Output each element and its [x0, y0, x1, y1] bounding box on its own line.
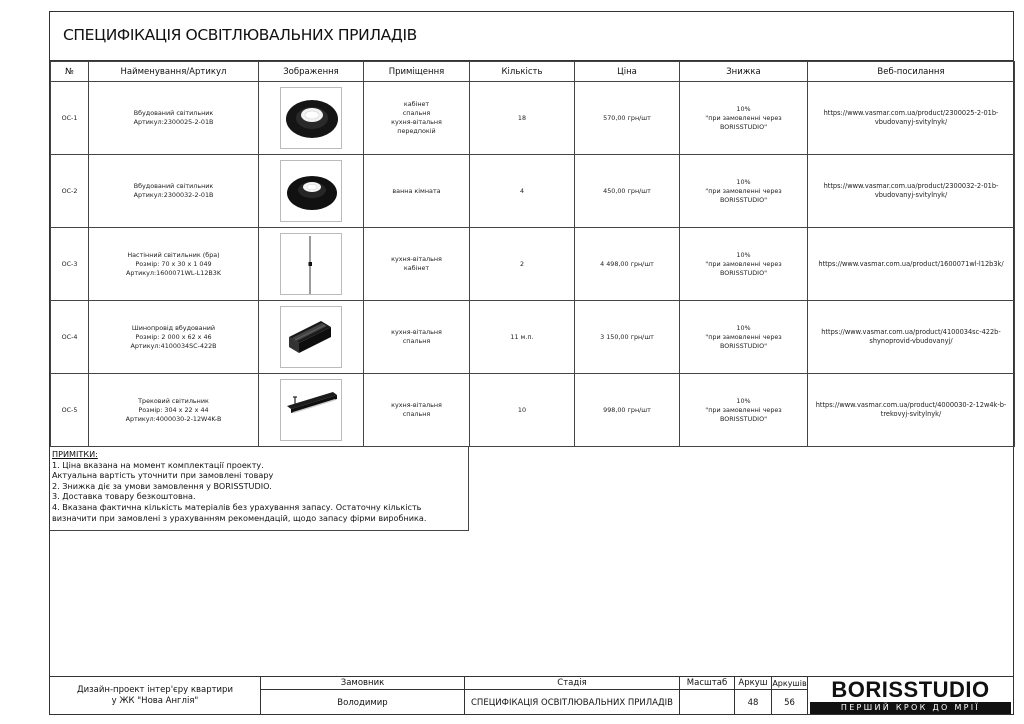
track-rail-icon [280, 306, 342, 368]
page-title: СПЕЦИФІКАЦІЯ ОСВІТЛЮВАЛЬНИХ ПРИЛАДІВ [63, 26, 417, 44]
item-image [259, 374, 364, 447]
note-line: 4. Вказана фактична кількість матеріалів без урахування запасу. Остаточну кількість [52, 501, 422, 512]
item-quantity: 11 м.п. [470, 301, 575, 374]
item-image [259, 228, 364, 301]
item-price: 450,00 грн/шт [575, 155, 680, 228]
notes-box [50, 446, 469, 531]
col-header-name: Найменування/Артикул [89, 62, 259, 82]
col-header-quantity: Кількість [470, 62, 575, 82]
scale-label: Масштаб [679, 677, 734, 689]
item-quantity: 18 [470, 82, 575, 155]
customer-label: Замовник [260, 677, 464, 689]
table-header-row [51, 62, 1015, 82]
title-stamp [50, 676, 1013, 715]
linear-track-light-icon [280, 379, 342, 441]
col-header-discount: Знижка [680, 62, 808, 82]
notes-title: ПРИМІТКИ: [52, 449, 98, 459]
table-row [51, 228, 1015, 301]
item-name: Трековий світильник Розмір: 304 х 22 х 44 Артикул:4000030-2-12W4K-B [89, 374, 259, 447]
item-discount: 10% "при замовленні через BORISSTUDIO" [680, 374, 808, 447]
scale-value [679, 690, 734, 715]
item-code: ОС-1 [51, 82, 89, 155]
borisstudio-logo [807, 677, 1013, 715]
item-discount: 10% "при замовленні через BORISSTUDIO" [680, 82, 808, 155]
spec-sheet [49, 11, 1014, 715]
col-header-number: № [51, 62, 89, 82]
stage-label: Стадія [464, 677, 679, 689]
item-discount: 10% "при замовленні через BORISSTUDIO" [680, 228, 808, 301]
table-row [51, 82, 1015, 155]
item-name: Вбудований світильник Артикул:2300025-2-01B [89, 82, 259, 155]
item-image [259, 82, 364, 155]
item-discount: 10% "при замовленні через BORISSTUDIO" [680, 155, 808, 228]
col-header-web-link: Веб-посилання [808, 62, 1015, 82]
item-web-link[interactable]: https://www.vasmar.com.ua/product/2300032-2-01b- vbudovanyj-svitylnyk/ [808, 155, 1015, 228]
title-block [50, 12, 1013, 61]
col-header-price: Ціна [575, 62, 680, 82]
sheets-total-label: Аркушів [772, 678, 807, 688]
item-room: ванна кімната [364, 155, 470, 228]
item-image [259, 301, 364, 374]
item-room: кабінет спальня кухня-вітальня передпокій [364, 82, 470, 155]
stage-value: СПЕЦИФІКАЦІЯ ОСВІТЛЮВАЛЬНИХ ПРИЛАДІВ [464, 690, 679, 715]
item-room: кухня-вітальня кабінет [364, 228, 470, 301]
project-name [50, 677, 260, 715]
logo-tagline: ПЕРШИЙ КРОК ДО МРІЇ [810, 702, 1011, 714]
item-discount: 10% "при замовленні через BORISSTUDIO" [680, 301, 808, 374]
sheets-total: 56 [771, 690, 807, 715]
note-line: 2. Знижка діє за умови замовлення у BORISSTUDIO. [52, 480, 272, 491]
item-name: Настінний світильник (бра) Розмір: 70 х 30 х 1 049 Артикул:1600071WL-L12B3K [89, 228, 259, 301]
table-row [51, 301, 1015, 374]
table-row [51, 374, 1015, 447]
note-line: 3. Доставка товару безкоштовна. [52, 491, 196, 502]
sheet-label: Аркуш [734, 677, 771, 689]
table-row [51, 155, 1015, 228]
col-header-image: Зображення [259, 62, 364, 82]
item-web-link[interactable]: https://www.vasmar.com.ua/product/4100034sc-422b- shynoprovid-vbudovanyj/ [808, 301, 1015, 374]
lighting-spec-table [50, 61, 1015, 447]
col-header-room: Приміщення [364, 62, 470, 82]
note-line: Актуальна вартість уточнити при замовлені товару [52, 470, 274, 481]
item-web-link[interactable]: https://www.vasmar.com.ua/product/4000030-2-12w4k-b- trekovyj-svitylnyk/ [808, 374, 1015, 447]
item-room: кухня-вітальня спальня [364, 301, 470, 374]
item-web-link[interactable]: https://www.vasmar.com.ua/product/2300025-2-01b- vbudovanyj-svitylnyk/ [808, 82, 1015, 155]
project-name-line: у ЖК "Нова Англія" [111, 696, 199, 706]
note-line: 1. Ціна вказана на момент комплектації проекту. [52, 459, 264, 470]
item-quantity: 4 [470, 155, 575, 228]
item-code: ОС-3 [51, 228, 89, 301]
item-web-link[interactable]: https://www.vasmar.com.ua/product/1600071wl-l12b3k/ [808, 228, 1015, 301]
recessed-downlight-round-icon [280, 87, 342, 149]
item-room: кухня-вітальня спальня [364, 374, 470, 447]
item-code: ОС-5 [51, 374, 89, 447]
customer-value: Володимир [260, 690, 464, 715]
note-line: визначити при замовлені з урахуванням рекомендацій, щодо запасу фірми виробника. [52, 512, 427, 523]
logo-wordmark: BORISSTUDIO [831, 677, 990, 702]
wall-sconce-linear-icon [280, 233, 342, 295]
item-image [259, 155, 364, 228]
item-quantity: 10 [470, 374, 575, 447]
item-code: ОС-4 [51, 301, 89, 374]
recessed-downlight-deep-icon [280, 160, 342, 222]
item-name: Шинопровід вбудований Розмір: 2 000 х 62 х 46 Артикул:4100034SC-422B [89, 301, 259, 374]
item-quantity: 2 [470, 228, 575, 301]
sheet-number: 48 [734, 690, 771, 715]
project-name-line: Дизайн-проект інтер'єру квартири [77, 685, 233, 695]
item-price: 570,00 грн/шт [575, 82, 680, 155]
item-price: 4 498,00 грн/шт [575, 228, 680, 301]
item-price: 3 150,00 грн/шт [575, 301, 680, 374]
item-code: ОС-2 [51, 155, 89, 228]
item-price: 998,00 грн/шт [575, 374, 680, 447]
item-name: Вбудований світильник Артикул:2300032-2-01B [89, 155, 259, 228]
